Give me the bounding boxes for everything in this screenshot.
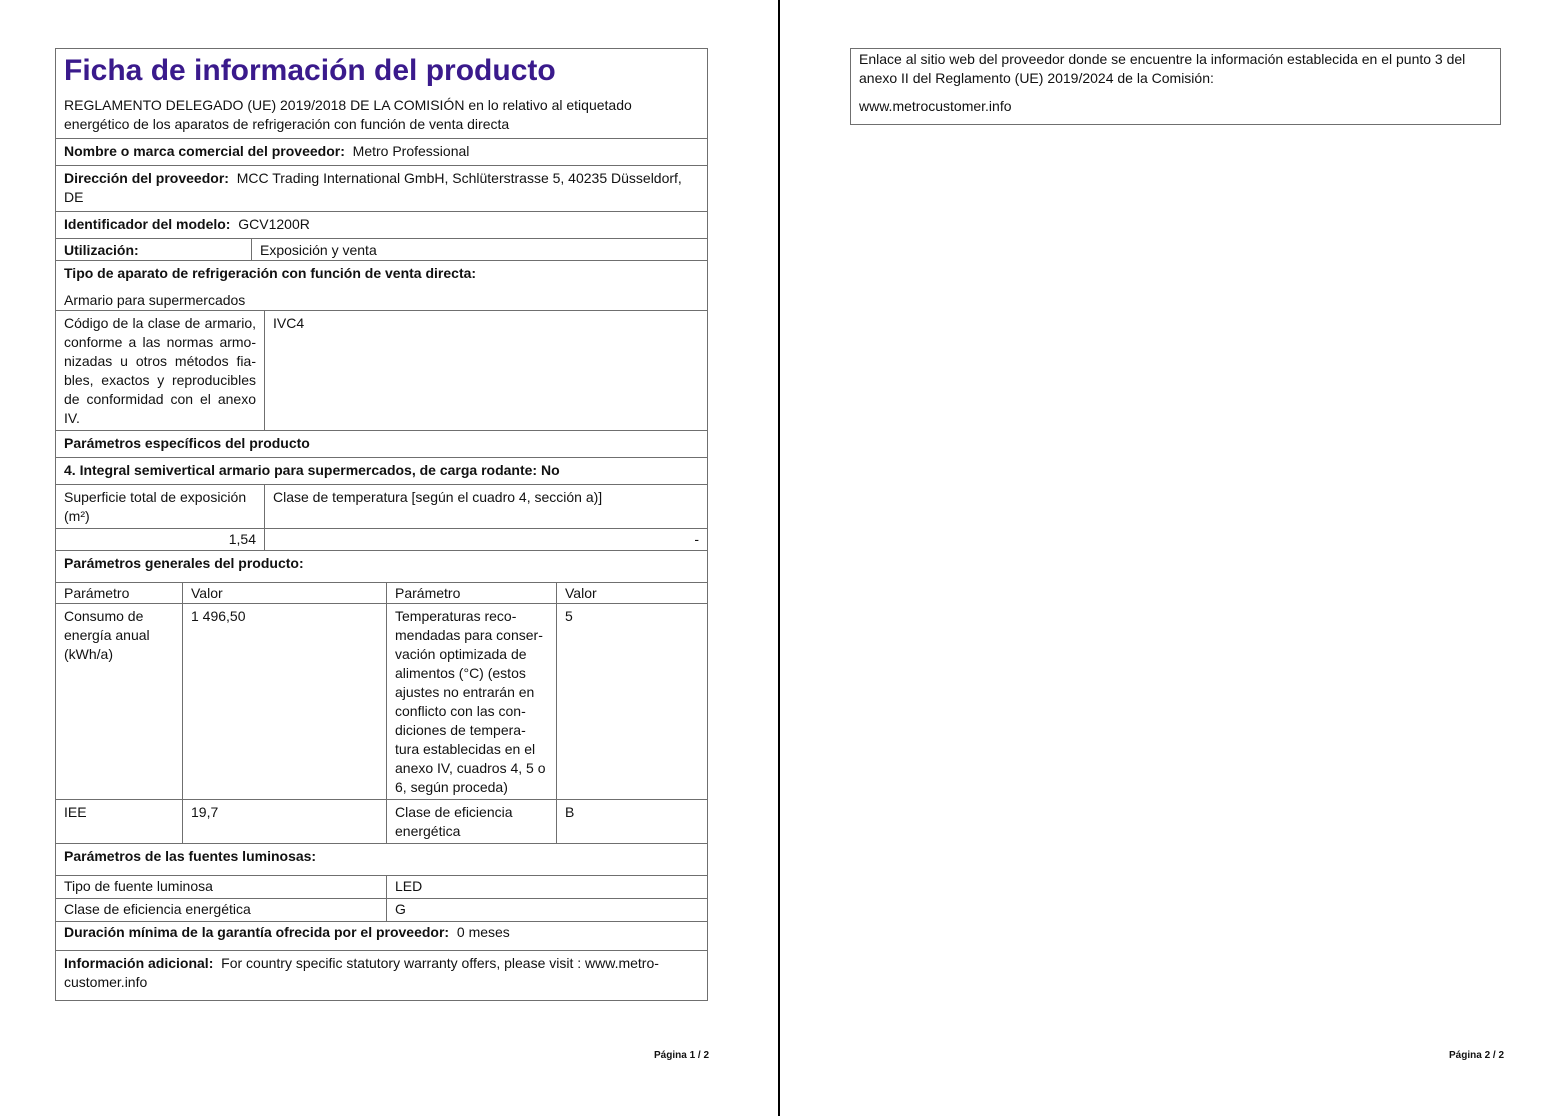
supplier-name-value: Metro Professional: [352, 143, 470, 159]
iee-label: IEE: [56, 800, 183, 843]
supplier-link-text: Enlace al sitio web del proveedor donde se encuentre la información establecida en el punto 3 del anexo II del Reglamento (UE) 2019/2024 de la Comisión:: [859, 51, 1466, 86]
efficiency-class-value: B: [565, 804, 575, 820]
light-type-value: LED: [395, 878, 423, 894]
page-count-2: 2 / 2: [1484, 1050, 1505, 1061]
gp-header-parameter-1: Parámetro: [56, 583, 183, 603]
display-area-value: 1,54: [56, 529, 265, 550]
light-class-row: [56, 899, 707, 922]
display-area-header-row: [56, 485, 707, 529]
efficiency-class-label: Clase de eficiencia energética: [387, 800, 557, 843]
gp-header-value-1: Valor: [183, 583, 387, 603]
additional-info-value: For country specific statutory warranty offers, please visit : www.metro-customer.info: [64, 955, 659, 990]
appliance-type-row: [56, 261, 707, 311]
additional-info-label: Información adicional:: [64, 955, 214, 971]
supplier-address-label: Dirección del proveedor:: [64, 170, 229, 186]
light-type-row: [56, 876, 707, 899]
supplier-name-label: Nombre o marca comercial del proveedor:: [64, 143, 345, 159]
sheet-title: Ficha de información del producto: [64, 54, 556, 87]
use-value: Exposición y venta: [260, 242, 377, 258]
page-label-1: Página: [654, 1050, 687, 1061]
temp-class-value: -: [694, 531, 699, 547]
light-type-label: Tipo de fuente luminosa: [56, 876, 387, 898]
model-row: [56, 212, 707, 239]
light-class-label: Clase de eficiencia energética: [56, 899, 387, 921]
recommended-temp-label: Temperaturas reco-mendadas para conser-vación optimizada de alimentos (°C) (estos ajustes no entrarán en conflicto con las con-diciones de tempera-tura establecidas en el anexo IV, cuadros 4, 5 o 6, según proceda): [387, 604, 557, 799]
supplier-name-row: [56, 139, 707, 166]
supplier-address-value: MCC Trading International GmbH, Schlüterstrasse 5, 40235 Düsseldorf, DE: [64, 170, 682, 205]
light-params-row: Parámetros de las fuentes luminosas:: [56, 844, 707, 876]
light-class-value: G: [395, 901, 406, 917]
temp-class-label: Clase de temperatura [según el cuadro 4, sección a)]: [273, 489, 603, 505]
class-code-row: [56, 311, 707, 431]
page-count-1: 1 / 2: [689, 1050, 710, 1061]
gp-header-value-2: Valor: [565, 585, 597, 601]
recommended-temp-value: 5: [565, 608, 573, 624]
energy-consumption-label: Consumo de energía anual (kWh/a): [56, 604, 183, 799]
general-params-row: Parámetros generales del producto:: [56, 551, 707, 583]
supplier-address-row: [56, 166, 707, 212]
appliance-type-label: Tipo de aparato de refrigeración con función de venta directa:: [64, 265, 477, 281]
warranty-value: 0 meses: [456, 924, 510, 940]
header-section: [56, 49, 707, 139]
supplier-link-box: [850, 48, 1501, 125]
energy-consumption-value: 1 496,50: [183, 604, 387, 799]
class-code-value: IVC4: [273, 315, 305, 331]
supplier-link-url[interactable]: www.metrocustomer.info: [859, 98, 1012, 114]
page-number-1: [654, 1046, 709, 1065]
product-information-sheet: [55, 48, 708, 1001]
integral-row: 4. Integral semivertical armario para supermercados, de carga rodante: No: [56, 458, 707, 485]
model-label: Identificador del modelo:: [64, 216, 231, 232]
page-number-2: [1449, 1046, 1504, 1065]
model-value: GCV1200R: [238, 216, 310, 232]
use-row: [56, 239, 707, 261]
document-page-1: [0, 0, 778, 1116]
iee-value: 19,7: [183, 800, 387, 843]
regulation-text: REGLAMENTO DELEGADO (UE) 2019/2018 DE LA COMISIÓN en lo relativo al etiquetado energético de los aparatos de refrigeración con función de venta directa: [64, 97, 632, 132]
general-params-iee-row: [56, 800, 707, 844]
page-label-2: Página: [1449, 1050, 1482, 1061]
use-label: Utilización:: [56, 239, 252, 260]
warranty-label: Duración mínima de la garantía ofrecida por el proveedor:: [64, 924, 450, 940]
specific-params-row: Parámetros específicos del producto: [56, 431, 707, 458]
display-area-label: Superficie total de exposición (m²): [56, 485, 265, 528]
general-params-header: [56, 583, 707, 604]
document-page-2: [780, 0, 1559, 1116]
class-code-label: Código de la clase de armario, conforme a las normas armo-nizadas u otros métodos fia-bles, exactos y reproducibles de conformidad con el anexo IV.: [56, 311, 265, 430]
additional-info-row: [56, 951, 707, 1000]
appliance-type-value: Armario para supermercados: [64, 292, 246, 308]
display-area-value-row: [56, 529, 707, 551]
warranty-row: [56, 922, 707, 951]
general-params-energy-row: [56, 604, 707, 800]
gp-header-parameter-2: Parámetro: [387, 583, 557, 603]
